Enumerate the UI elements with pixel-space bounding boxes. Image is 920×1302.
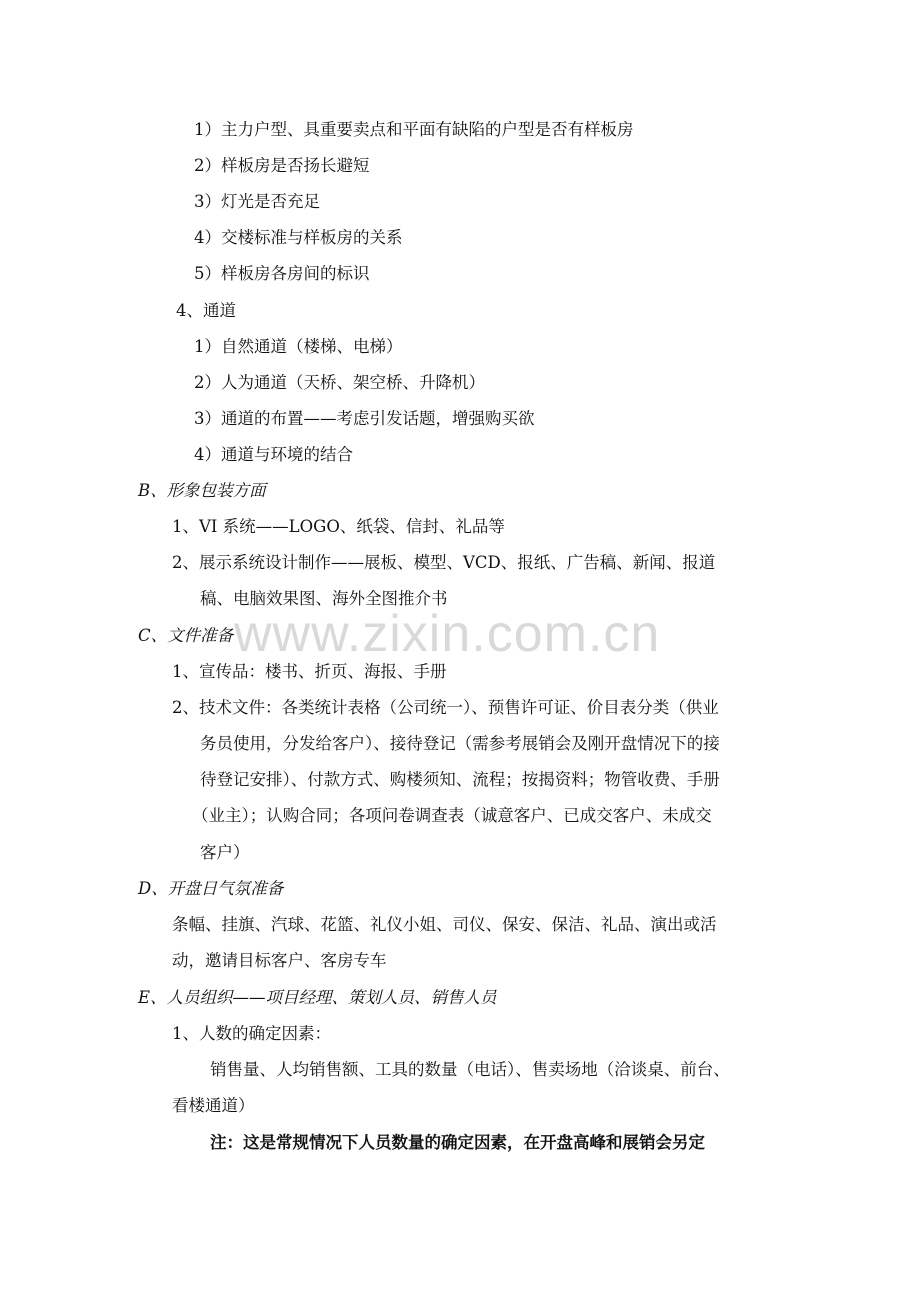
- section-heading: C、文件准备: [138, 626, 234, 645]
- paragraph-line: 看楼通道）: [172, 1096, 255, 1115]
- list-item: 1、人数的确定因素：: [172, 1024, 331, 1043]
- list-item: 2、展示系统设计制作——展板、模型、VCD、报纸、广告稿、新闻、报道: [172, 553, 716, 572]
- list-item: 3）通道的布置——考虑引发话题，增强购买欲: [194, 409, 535, 428]
- section-heading: E、人员组织——项目经理、策划人员、销售人员: [138, 988, 497, 1007]
- list-item: 5）样板房各房间的标识: [194, 264, 370, 283]
- list-item-continuation: 务员使用，分发给客户）、接待登记（需参考展销会及刚开盘情况下的接: [200, 734, 720, 753]
- list-item-continuation: 客户）: [200, 843, 250, 862]
- list-item: 2、技术文件：各类统计表格（公司统一）、预售许可证、价目表分类（供业: [172, 698, 719, 717]
- paragraph-line: 条幅、挂旗、汽球、花篮、礼仪小姐、司仪、保安、保洁、礼品、演出或活: [172, 915, 717, 934]
- watermark: www.zixin.com.cn: [234, 605, 661, 663]
- section-heading: B、形象包装方面: [138, 481, 266, 500]
- list-item: 2）人为通道（天桥、架空桥、升降机）: [194, 373, 485, 392]
- list-item: 1）主力户型、具重要卖点和平面有缺陷的户型是否有样板房: [194, 120, 634, 139]
- note-text: 注：这是常规情况下人员数量的确定因素，在开盘高峰和展销会另定: [210, 1133, 705, 1152]
- paragraph-line: 动，邀请目标客户、客房专车: [172, 951, 387, 970]
- list-item-continuation: （业主）；认购合同；各项问卷调查表（诚意客户、已成交客户、未成交: [192, 806, 712, 825]
- list-item: 3）灯光是否充足: [194, 192, 320, 211]
- list-item-continuation: 待登记安排）、付款方式、购楼须知、流程；按揭资料；物管收费、手册: [200, 770, 720, 789]
- list-item-continuation: 稿、电脑效果图、海外全图推介书: [200, 589, 448, 608]
- subsection-heading: 4、通道: [176, 301, 236, 320]
- list-item: 2）样板房是否扬长避短: [194, 156, 370, 175]
- list-item: 4）通道与环境的结合: [194, 445, 353, 464]
- list-item: 1、宣传品：楼书、折页、海报、手册: [172, 662, 447, 681]
- list-item: 1、VI 系统——LOGO、纸袋、信封、礼品等: [172, 517, 505, 536]
- list-item: 1）自然通道（楼梯、电梯）: [194, 337, 403, 356]
- section-heading: D、开盘日气氛准备: [138, 879, 284, 898]
- paragraph-line: 销售量、人均销售额、工具的数量（电话）、售卖场地（洽谈桌、前台、: [210, 1060, 730, 1079]
- list-item: 4）交楼标准与样板房的关系: [194, 228, 403, 247]
